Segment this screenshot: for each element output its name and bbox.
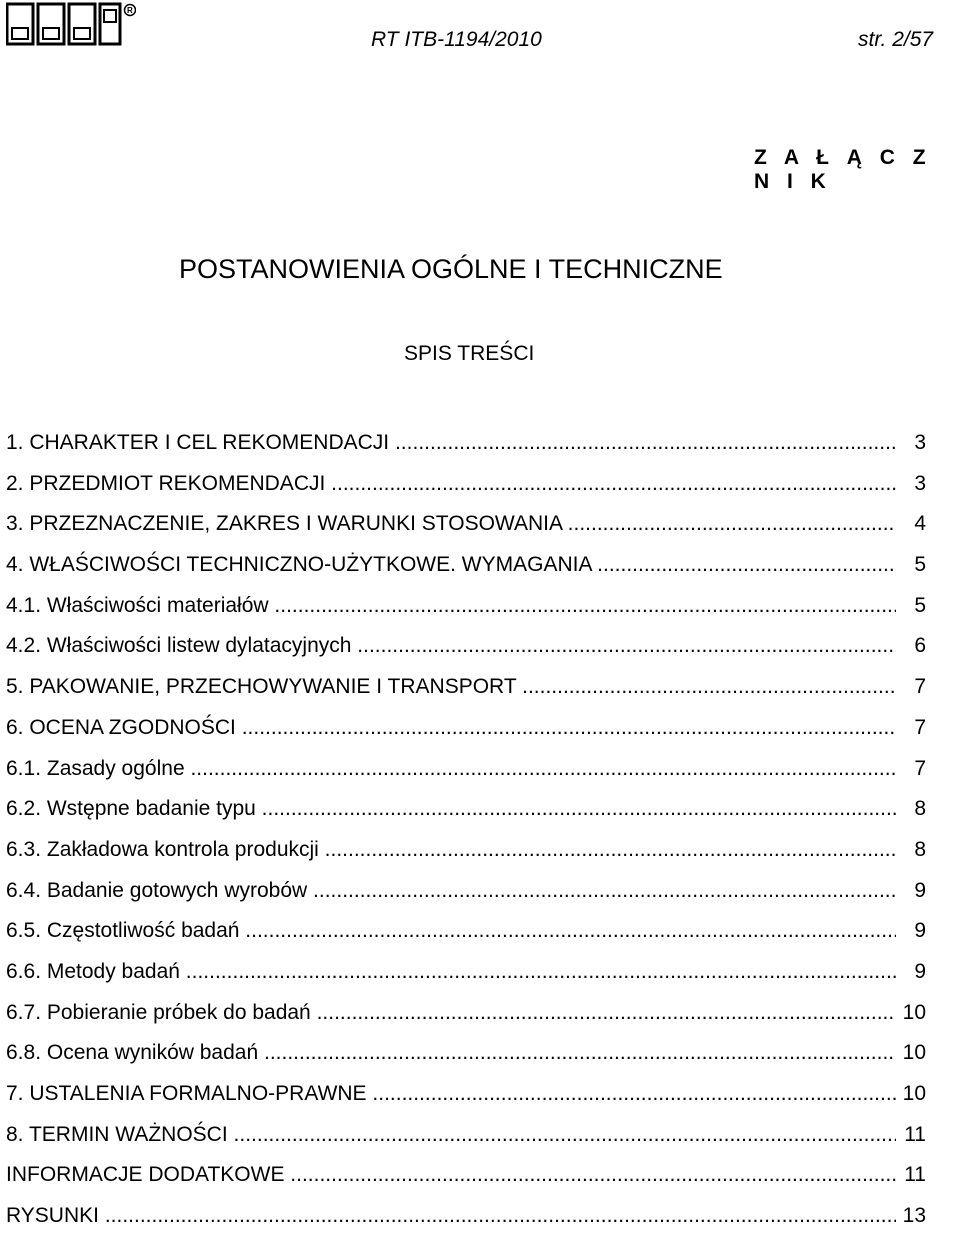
toc-entry-title: 4.1. Właściwości materiałów	[6, 593, 269, 617]
toc-entry[interactable]	[6, 1038, 926, 1079]
toc-entry-title: 6.8. Ocena wyników badań	[6, 1041, 259, 1065]
itb-logo	[6, 2, 136, 46]
document-title: POSTANOWIENIA OGÓLNE I TECHNICZNE	[179, 254, 723, 284]
toc-entry-page: 7	[910, 713, 926, 743]
toc-entry-page: 6	[910, 631, 926, 661]
document-reference: RT ITB-1194/2010	[371, 28, 542, 51]
toc-entry-title: 6.6. Metody badań	[6, 959, 180, 983]
toc-entry-title: RYSUNKI	[6, 1204, 99, 1228]
toc-entry[interactable]	[6, 428, 926, 469]
toc-entry-page: 10	[899, 998, 926, 1028]
toc-entry-page: 11	[900, 1120, 926, 1150]
toc-entry-title: 6.4. Badanie gotowych wyrobów	[6, 878, 308, 902]
toc-entry[interactable]	[6, 672, 926, 713]
toc-entry-title: 6.1. Zasady ogólne	[6, 756, 185, 780]
toc-entry-title: 1. CHARAKTER I CEL REKOMENDACJI	[6, 431, 390, 454]
toc-entry-title: 4.2. Właściwości listew dylatacyjnych	[6, 634, 352, 658]
toc-entry[interactable]	[6, 550, 926, 591]
toc-entry[interactable]	[6, 794, 926, 835]
toc-entry[interactable]	[6, 713, 926, 754]
toc-entry[interactable]	[6, 469, 926, 510]
toc-entry-page: 3	[910, 428, 926, 458]
toc-entry-title: 7. USTALENIA FORMALNO-PRAWNE	[6, 1082, 367, 1105]
toc-entry-page: 3	[910, 469, 926, 499]
toc-entry-page: 13	[899, 1201, 926, 1231]
toc-entry-page: 9	[910, 957, 926, 987]
toc-entry-title: 6.2. Wstępne badanie typu	[6, 797, 256, 821]
toc-entry-page: 4	[910, 509, 926, 539]
toc-entry-title: 2. PRZEDMIOT REKOMENDACJI	[6, 471, 326, 495]
toc-title: SPIS TREŚCI	[404, 342, 535, 365]
toc-entry[interactable]	[6, 754, 926, 795]
toc-entry[interactable]	[6, 1201, 926, 1242]
toc-entry-page: 5	[910, 591, 926, 621]
toc-entry-page: 9	[910, 916, 926, 946]
svg-text:R: R	[127, 6, 133, 15]
table-of-contents	[6, 428, 926, 1242]
toc-entry[interactable]	[6, 998, 926, 1039]
toc-entry-title: 3. PRZEZNACZENIE, ZAKRES I WARUNKI STOSOWANIA	[6, 512, 562, 536]
toc-entry-page: 7	[910, 754, 926, 784]
toc-entry[interactable]	[6, 591, 926, 632]
toc-entry[interactable]	[6, 1079, 926, 1120]
toc-entry-page: 8	[910, 835, 926, 865]
toc-entry-page: 9	[910, 876, 926, 906]
toc-entry-title: 6.5. Częstotliwość badań	[6, 919, 240, 943]
toc-entry-page: 5	[910, 550, 926, 580]
page-number: str. 2/57	[858, 28, 934, 51]
toc-entry-page: 10	[899, 1079, 926, 1109]
annex-label: Z A Ł Ą C Z N I K	[754, 146, 932, 193]
toc-entry-page: 10	[899, 1038, 926, 1068]
toc-entry-title: 6. OCENA ZGODNOŚCI	[6, 715, 236, 739]
toc-entry-page: 8	[910, 794, 926, 824]
toc-entry-page: 7	[910, 672, 926, 702]
toc-entry-title: 6.7. Pobieranie próbek do badań	[6, 1000, 311, 1024]
toc-entry[interactable]	[6, 835, 926, 876]
toc-entry[interactable]	[6, 1160, 926, 1201]
toc-entry-page: 11	[900, 1160, 926, 1190]
toc-entry-title: 5. PAKOWANIE, PRZECHOWYWANIE I TRANSPORT	[6, 675, 517, 699]
toc-entry[interactable]	[6, 1120, 926, 1161]
toc-entry-title: INFORMACJE DODATKOWE	[6, 1163, 285, 1187]
toc-entry[interactable]	[6, 631, 926, 672]
toc-entry[interactable]	[6, 509, 926, 550]
toc-entry-title: 4. WŁAŚCIWOŚCI TECHNICZNO-UŻYTKOWE. WYMAGANIA	[6, 553, 592, 577]
toc-entry[interactable]	[6, 916, 926, 957]
toc-entry-title: 8. TERMIN WAŻNOŚCI	[6, 1122, 228, 1146]
toc-entry[interactable]	[6, 876, 926, 917]
toc-entry-title: 6.3. Zakładowa kontrola produkcji	[6, 837, 319, 861]
toc-entry[interactable]	[6, 957, 926, 998]
